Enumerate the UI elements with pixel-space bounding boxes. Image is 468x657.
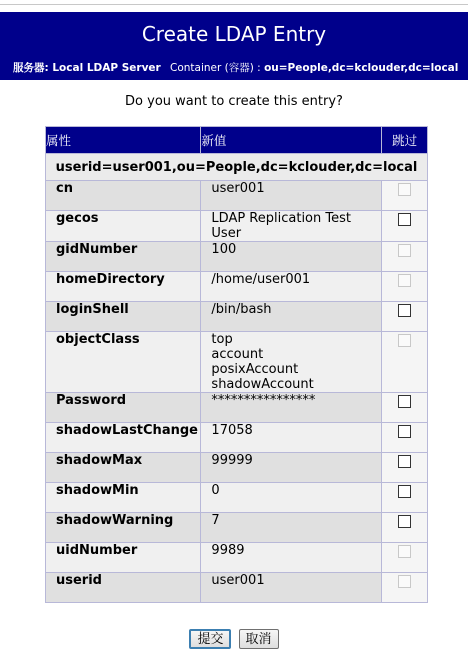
skip-cell: [382, 483, 427, 512]
container-info: [170, 55, 458, 80]
value-line: user001: [211, 181, 265, 196]
value-line: /home/user001: [211, 272, 311, 287]
table-row: [46, 453, 427, 482]
table-row: [46, 573, 427, 602]
value-line: ****************: [211, 393, 316, 408]
attribute-name: homeDirectory: [46, 272, 200, 301]
attribute-value: [201, 393, 381, 422]
value-line: 7: [211, 513, 220, 528]
table-header-row: [46, 127, 427, 153]
table-row: [46, 211, 427, 241]
skip-checkbox[interactable]: [398, 515, 411, 528]
attribute-value: [201, 242, 381, 271]
attribute-value: [201, 423, 381, 452]
table-row: [46, 423, 427, 452]
table-row: [46, 181, 427, 210]
attribute-name: gidNumber: [46, 242, 200, 271]
top-divider: [0, 4, 468, 5]
attribute-name: shadowLastChange: [46, 423, 200, 452]
attribute-name: shadowMin: [46, 483, 200, 512]
button-bar: [0, 628, 468, 649]
attribute-name: loginShell: [46, 302, 200, 331]
skip-cell: [382, 272, 427, 301]
entry-dn: userid=user001,ou=People,dc=kclouder,dc=local: [46, 154, 427, 180]
attribute-value: [201, 513, 381, 542]
skip-checkbox: [398, 334, 411, 347]
skip-checkbox[interactable]: [398, 485, 411, 498]
skip-cell: [382, 211, 427, 241]
attribute-value: [201, 332, 381, 392]
value-line: /bin/bash: [211, 302, 272, 317]
skip-cell: [382, 302, 427, 331]
skip-checkbox[interactable]: [398, 455, 411, 468]
table-row: [46, 393, 427, 422]
attribute-value: [201, 573, 381, 602]
skip-checkbox[interactable]: [398, 425, 411, 438]
server-label: 服务器: Local LDAP Server: [13, 62, 161, 74]
skip-cell: [382, 181, 427, 210]
info-bar: [0, 55, 468, 80]
attribute-name: gecos: [46, 211, 200, 241]
cancel-button[interactable]: 取消: [239, 629, 279, 649]
header-new-value: 新值: [201, 127, 381, 153]
skip-checkbox: [398, 575, 411, 588]
value-line: posixAccount: [211, 362, 299, 377]
table-row: [46, 272, 427, 301]
value-line: 17058: [211, 423, 253, 438]
skip-checkbox: [398, 183, 411, 196]
attribute-name: uidNumber: [46, 543, 200, 572]
attribute-value: [201, 543, 381, 572]
skip-cell: [382, 513, 427, 542]
value-line: 100: [211, 242, 237, 257]
header-skip: 跳过: [382, 127, 427, 153]
attribute-name: Password: [46, 393, 200, 422]
skip-cell: [382, 393, 427, 422]
container-label: Container (容器) :: [170, 62, 261, 74]
submit-button[interactable]: 提交: [189, 629, 231, 649]
page-title: Create LDAP Entry: [0, 12, 468, 55]
skip-cell: [382, 453, 427, 482]
skip-checkbox: [398, 545, 411, 558]
attribute-name: objectClass: [46, 332, 200, 392]
skip-checkbox[interactable]: [398, 304, 411, 317]
attribute-value: [201, 302, 381, 331]
skip-cell: [382, 423, 427, 452]
attribute-value: [201, 181, 381, 210]
attribute-name: cn: [46, 181, 200, 210]
value-line: 99999: [211, 453, 253, 468]
attribute-value: [201, 453, 381, 482]
attribute-value: [201, 483, 381, 512]
value-line: user001: [211, 573, 265, 588]
value-line: shadowAccount: [211, 377, 314, 392]
table-row: [46, 242, 427, 271]
skip-cell: [382, 573, 427, 602]
skip-checkbox: [398, 274, 411, 287]
value-line: account: [211, 347, 264, 362]
table-row: [46, 543, 427, 572]
container-dn: ou=People,dc=kclouder,dc=local: [264, 62, 459, 74]
attribute-value: [201, 211, 381, 241]
value-line: 0: [211, 483, 220, 498]
attribute-name: userid: [46, 573, 200, 602]
attribute-value: [201, 272, 381, 301]
skip-cell: [382, 242, 427, 271]
table-row: [46, 513, 427, 542]
confirm-question: Do you want to create this entry?: [125, 94, 343, 109]
skip-cell: [382, 543, 427, 572]
table-row: [46, 302, 427, 331]
attribute-name: shadowWarning: [46, 513, 200, 542]
header-attribute: 属性: [46, 127, 200, 153]
entry-table: [45, 126, 428, 603]
value-line: 9989: [211, 543, 245, 558]
value-line: LDAP Replication Test User: [211, 211, 351, 241]
table-row: [46, 332, 427, 392]
table-row: [46, 483, 427, 512]
dn-row: [46, 154, 427, 180]
attribute-name: shadowMax: [46, 453, 200, 482]
skip-checkbox[interactable]: [398, 213, 411, 226]
value-line: top: [211, 332, 233, 347]
skip-cell: [382, 332, 427, 392]
skip-checkbox[interactable]: [398, 395, 411, 408]
skip-checkbox: [398, 244, 411, 257]
